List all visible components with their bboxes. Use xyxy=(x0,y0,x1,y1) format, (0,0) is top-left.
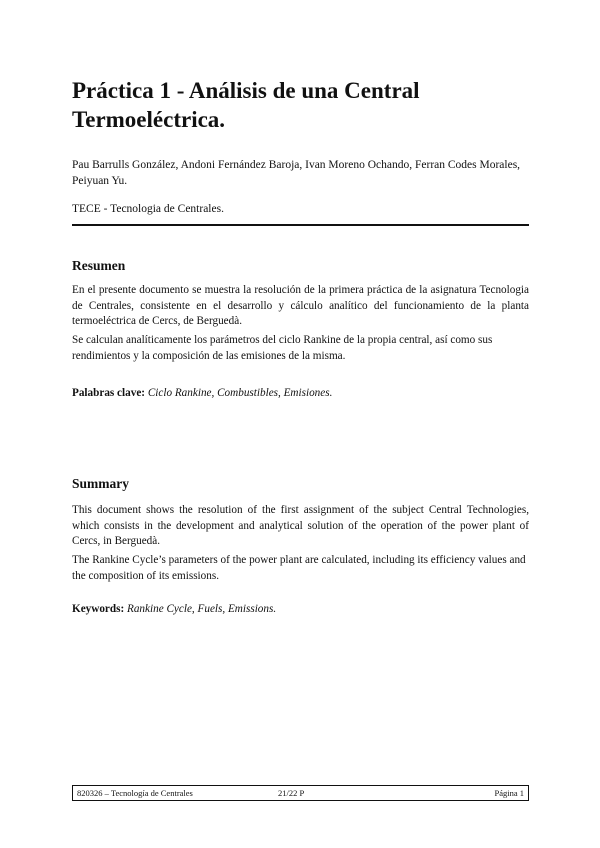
footer-term: 21/22 P xyxy=(278,788,305,798)
summary-keywords xyxy=(72,602,529,616)
authors-line: Pau Barrulls González, Andoni Fernández Baroja, Ivan Moreno Ochando, Ferran Codes Morales, Peiyuan Yu. xyxy=(72,159,521,187)
resumen-heading: Resumen xyxy=(72,258,126,273)
resumen-keywords xyxy=(72,386,529,400)
summary-paragraph-2: The Rankine Cycle’s parameters of the power plant are calculated, including its efficiency values and the composition of its emissions. xyxy=(72,554,526,582)
footer-course-code: 820326 – Tecnología de Centrales xyxy=(77,788,193,798)
summary-heading: Summary xyxy=(72,476,129,491)
resumen-keywords-label: Palabras clave: xyxy=(72,387,146,399)
document-title: Práctica 1 - Análisis de una Central Termoeléctrica. xyxy=(72,78,420,132)
course-line: TECE - Tecnologia de Centrales. xyxy=(72,203,224,215)
page-footer xyxy=(72,785,529,801)
resumen-paragraph-2: Se calculan analíticamente los parámetros del ciclo Rankine de la propia central, así como sus rendimientos y la composición de las emisiones de la misma. xyxy=(72,334,493,362)
footer-page-number: Página 1 xyxy=(494,788,524,798)
title-divider xyxy=(72,224,529,226)
resumen-paragraph-1: En el presente documento se muestra la resolución de la primera práctica de la asignatura Tecnologia de Centrales, consistente en el desarrollo y cálculo analítico del funcionamiento de la planta termoeléctrica de Cercs, de Berguedà. xyxy=(72,284,529,327)
resumen-keywords-value: Ciclo Rankine, Combustibles, Emisiones. xyxy=(147,387,333,399)
summary-keywords-value: Rankine Cycle, Fuels, Emissions. xyxy=(127,603,277,615)
summary-paragraph-1: This document shows the resolution of the first assignment of the subject Central Technologies, which consists in the development and analytical solution of the operation of the power plant of Cercs, in Berguedà. xyxy=(72,504,529,547)
summary-keywords-label: Keywords: xyxy=(72,603,125,615)
